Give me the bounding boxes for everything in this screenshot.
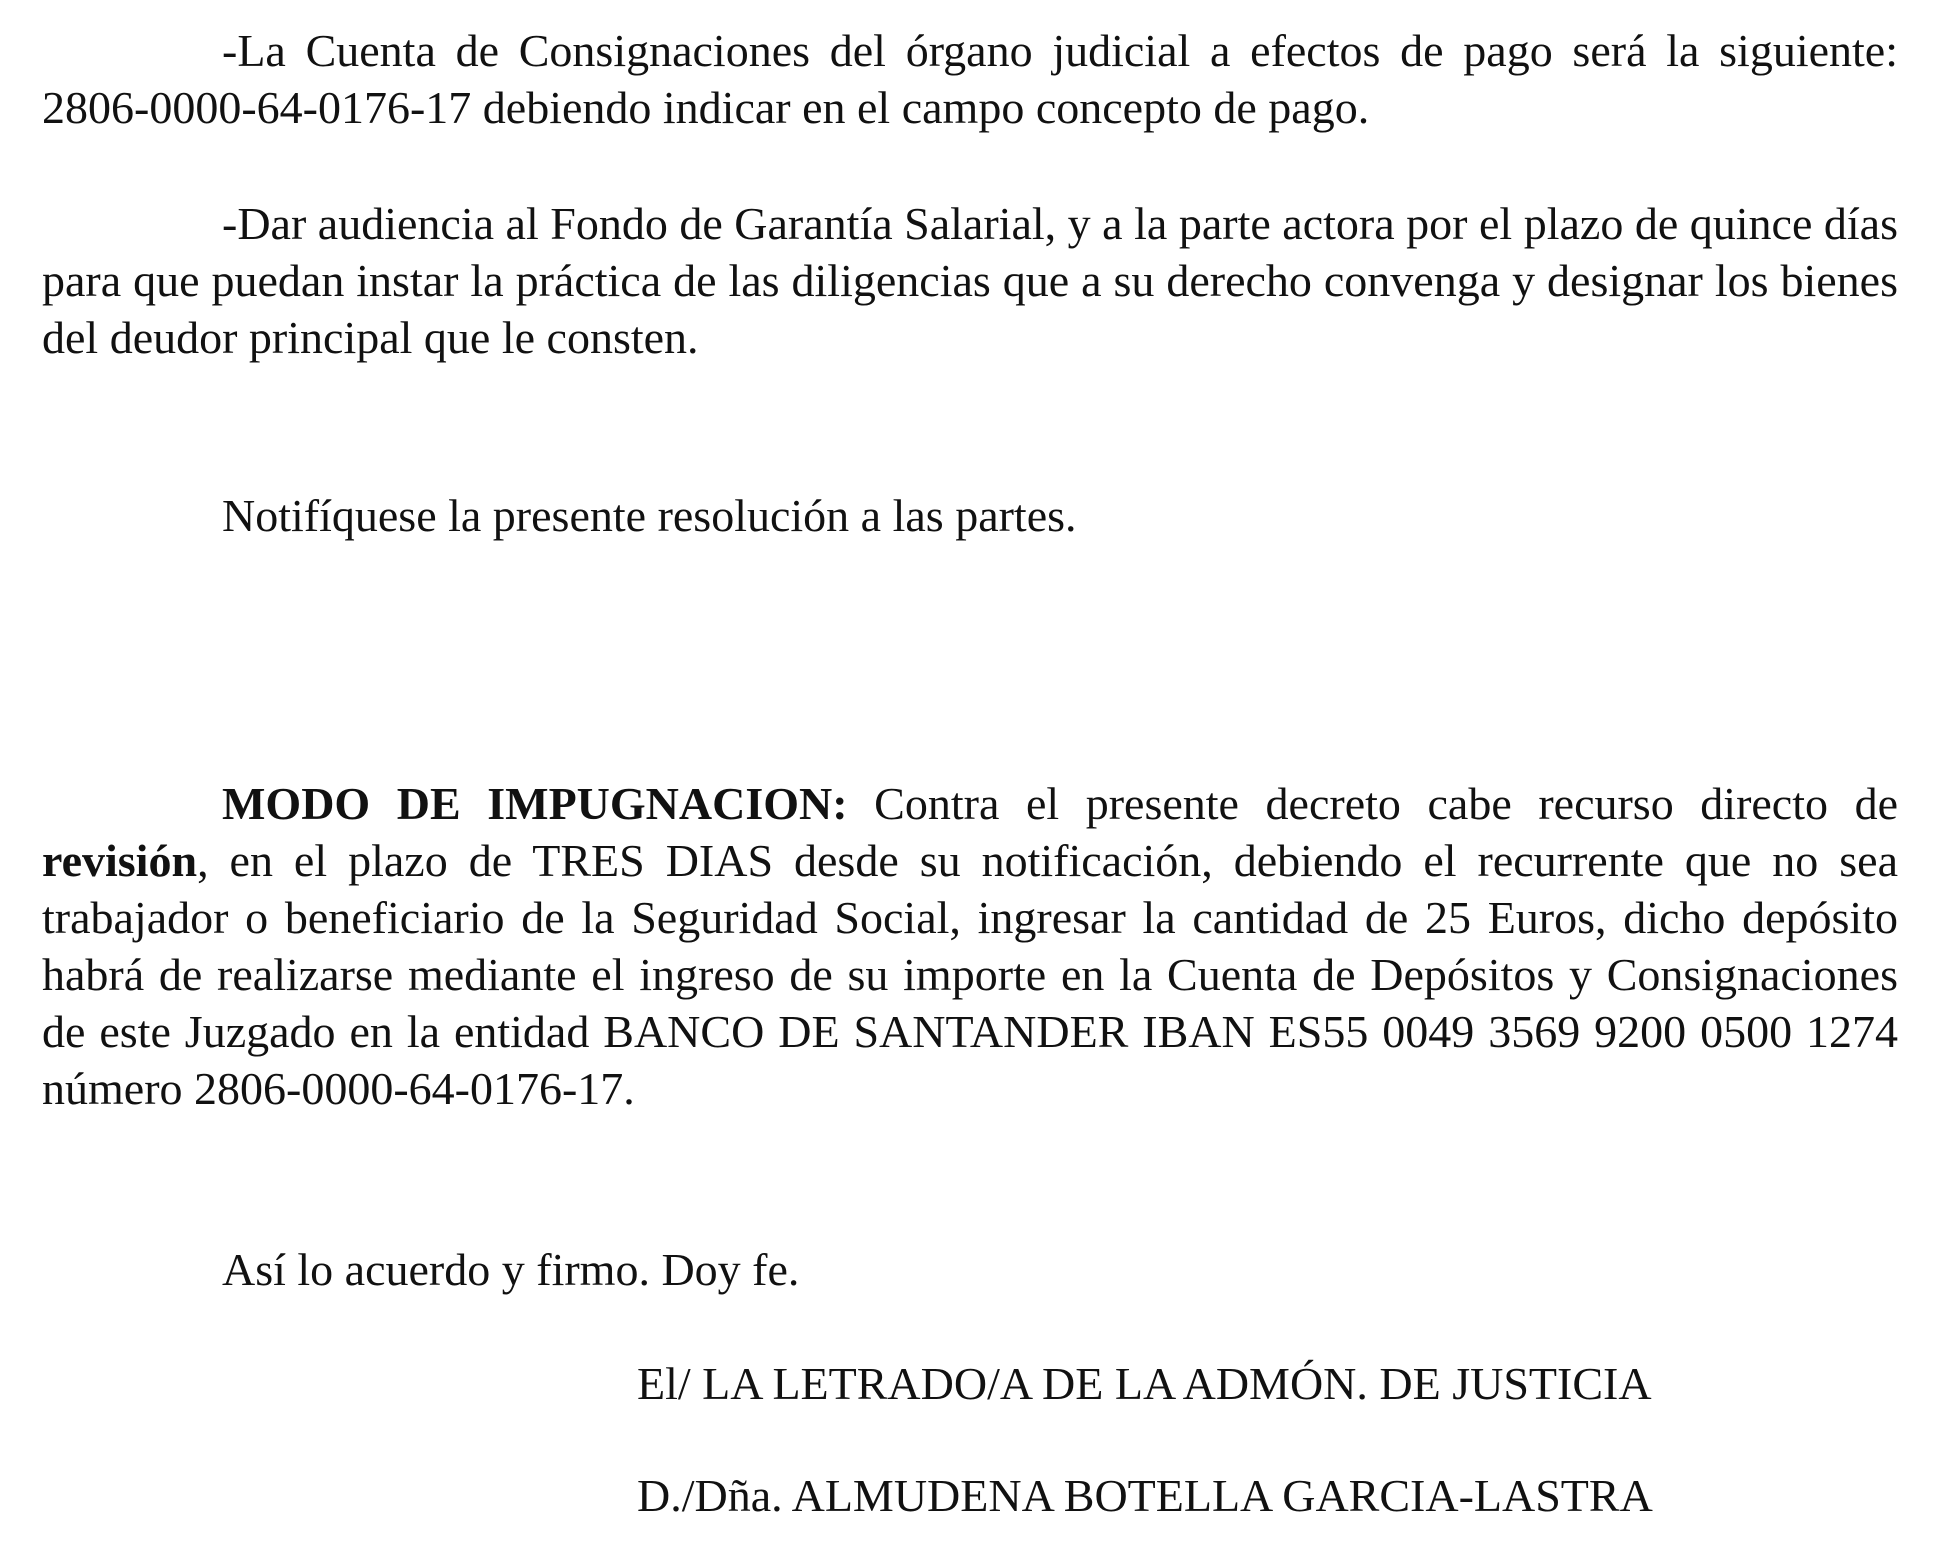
impugnation-heading: MODO DE IMPUGNACION: [222, 778, 848, 829]
impugnation-text-1: Contra el presente decreto cabe recurso directo de [847, 778, 1899, 829]
impugnation-paragraph [42, 775, 1898, 1117]
payment-account-paragraph: -La Cuenta de Consignaciones del órgano judicial a efectos de pago será la siguiente: 2806-0000-64-0176-17 debiendo indicar en el campo concepto de pago. [42, 25, 1898, 133]
signature-title: El/ LA LETRADO/A DE LA ADMÓN. DE JUSTICIA [637, 1358, 1652, 1409]
closing-line: Así lo acuerdo y firmo. Doy fe. [222, 1244, 800, 1295]
hearing-paragraph: -Dar audiencia al Fondo de Garantía Salarial, y a la parte actora por el plazo de quince días para que puedan instar la práctica de las diligencias que a su derecho convenga y designar los bienes del deudor principal que le consten. [42, 198, 1898, 363]
impugnation-text-2: , en el plazo de TRES DIAS desde su notificación, debiendo el recurrente que no sea trabajador o beneficiario de la Seguridad Social, ingresar la cantidad de 25 Euros, dicho depósito habrá de realizarse mediante el ingreso de su importe en la Cuenta de Depósitos y Consignaciones de este Juzgado en la entidad BANCO DE SANTANDER IBAN ES55 0049 3569 9200 0500 1274 número 2806-0000-64-0176-17. [42, 835, 1898, 1114]
impugnation-bold-word: revisión [42, 835, 198, 886]
signature-name: D./Dña. ALMUDENA BOTELLA GARCIA-LASTRA [637, 1470, 1653, 1521]
notification-line: Notifíquese la presente resolución a las partes. [222, 490, 1077, 541]
